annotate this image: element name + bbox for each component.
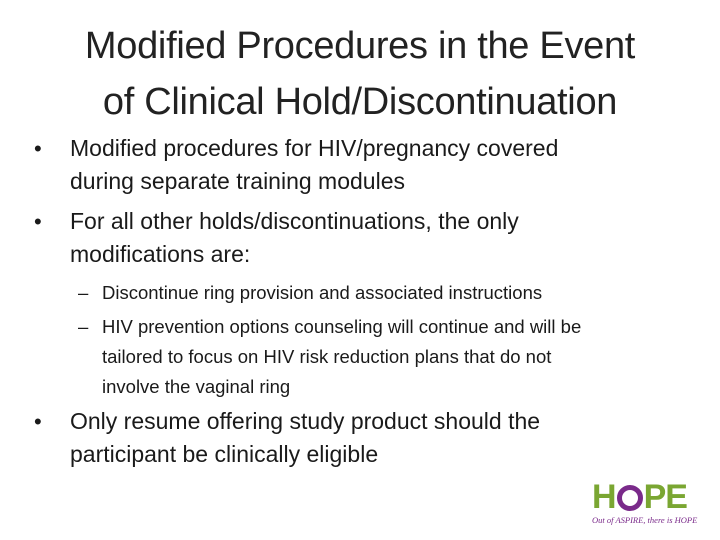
bullet-marker: •	[34, 136, 42, 161]
sub-bullet-item-1	[78, 278, 698, 308]
slide-title-line-2: of Clinical Hold/Discontinuation	[102, 81, 618, 123]
bullet-text-line-2: modifications are:	[70, 241, 251, 267]
bullet-item-1	[34, 132, 684, 198]
hope-logo-tagline: Out of ASPIRE, there is HOPE	[592, 515, 698, 525]
hope-logo	[590, 478, 710, 530]
hope-logo-wordmark	[592, 478, 687, 516]
logo-ring-icon	[617, 485, 643, 511]
bullet-item-2	[34, 205, 684, 271]
logo-letters-pe: PE	[643, 478, 687, 516]
logo-letter-h: H	[592, 478, 616, 516]
sub-bullet-text-line-3: involve the vaginal ring	[102, 376, 291, 397]
bullet-marker: •	[34, 409, 42, 434]
bullet-text-line-1: For all other holds/discontinuations, the only	[70, 208, 519, 234]
bullet-text-line-2: during separate training modules	[70, 168, 405, 194]
bullet-text-line-1: Modified procedures for HIV/pregnancy covered	[70, 135, 559, 161]
sub-bullet-text-line-1: HIV prevention options counseling will continue and will be	[102, 316, 582, 337]
sub-bullet-text-line-2: tailored to focus on HIV risk reduction plans that do not	[102, 346, 552, 367]
bullet-text-line-1: Only resume offering study product should the	[70, 408, 541, 434]
bullet-item-3	[34, 405, 684, 471]
slide-title-line-1: Modified Procedures in the Event	[84, 25, 636, 67]
bullet-marker: •	[34, 209, 42, 234]
slide-title	[20, 18, 700, 130]
sub-bullet-marker: –	[78, 316, 89, 337]
sub-bullet-marker: –	[78, 282, 89, 303]
sub-bullet-item-2	[78, 312, 698, 402]
sub-bullet-text-line-1: Discontinue ring provision and associated instructions	[102, 282, 543, 303]
bullet-text-line-2: participant be clinically eligible	[70, 441, 379, 467]
